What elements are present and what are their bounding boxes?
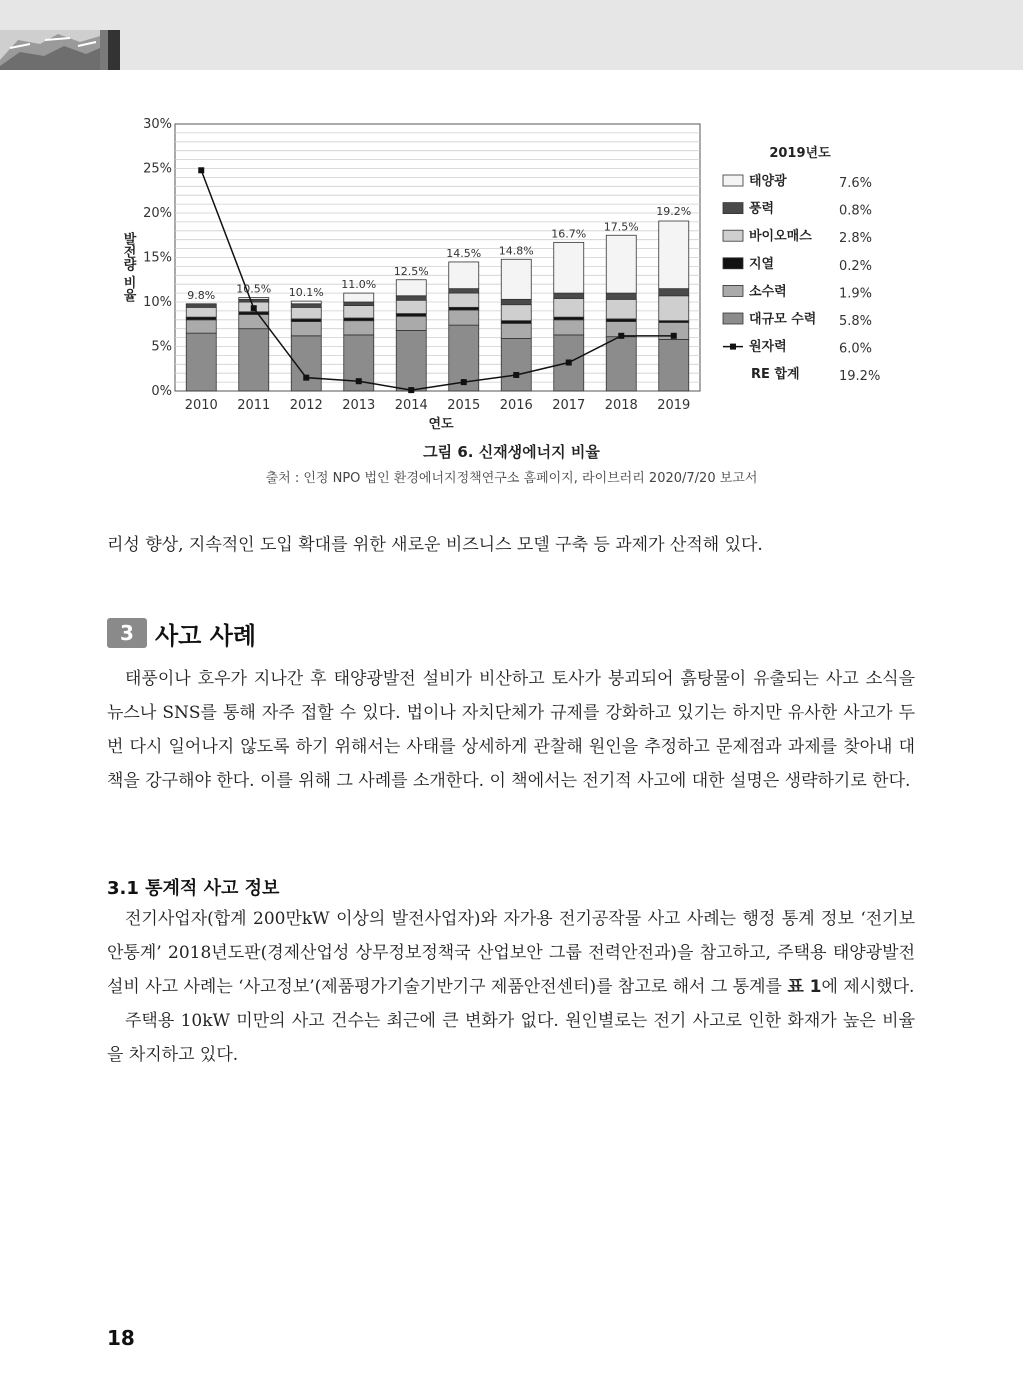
nuclear-point: [198, 167, 204, 173]
x-tick-label: 2018: [604, 398, 638, 413]
y-tick-label: 5%: [151, 339, 172, 355]
y-tick-label: 15%: [143, 250, 172, 266]
x-tick-label: 2010: [184, 398, 218, 413]
header-decoration: [0, 30, 120, 70]
bar-segment: [449, 293, 479, 307]
bar-total-label: 17.5%: [603, 220, 639, 234]
bar-segment: [449, 310, 479, 325]
renewable-ratio-chart: [110, 110, 910, 440]
x-tick-label: 2015: [447, 398, 481, 413]
bar-segment: [239, 312, 269, 315]
nuclear-point: [566, 360, 572, 366]
legend-value: 0.2%: [839, 258, 873, 274]
bar-segment: [396, 296, 426, 300]
y-axis-ticks: [143, 117, 172, 399]
table-reference: 표 1: [787, 977, 822, 997]
page-number: 18: [107, 1326, 135, 1350]
legend-label: 대규모 수력: [749, 312, 817, 327]
legend-swatch: [723, 285, 743, 296]
p1-text-after: 에 제시했다.: [821, 977, 915, 997]
bar-total-label: 14.5%: [446, 246, 482, 260]
bar-segment: [449, 289, 479, 293]
bar-segment: [554, 320, 584, 335]
y-tick-label: 25%: [143, 161, 172, 177]
legend-value: 0.8%: [839, 203, 873, 219]
bar-segment: [606, 293, 636, 299]
bar-segment: [606, 319, 636, 322]
legend-label: 태양광: [749, 174, 787, 189]
bar-segment: [291, 319, 321, 322]
section-paragraph: [107, 662, 915, 798]
continuation-text: 리성 향상, 지속적인 도입 확대를 위한 새로운 비즈니스 모델 구축 등 과제가 산적해 있다.: [107, 535, 763, 555]
nuclear-point: [303, 375, 309, 381]
legend-value: 6.0%: [839, 341, 873, 357]
bar-segment: [554, 298, 584, 317]
bar-segment: [186, 320, 216, 333]
bar-segment: [186, 304, 216, 305]
bar-segment: [396, 300, 426, 313]
bar-segment: [449, 307, 479, 310]
nuclear-point: [356, 378, 362, 384]
bar-segment: [501, 323, 531, 338]
subsection-paragraph-1: [107, 902, 915, 1004]
bar-segment: [501, 299, 531, 304]
legend-label: RE 합계: [751, 367, 800, 383]
section-heading: [107, 616, 256, 650]
bar-segment: [239, 298, 269, 300]
bar-segment: [344, 306, 374, 318]
legend-value: 7.6%: [839, 176, 873, 191]
bar-segment: [186, 333, 216, 391]
bar-total-label: 10.5%: [236, 282, 272, 296]
nuclear-point: [461, 379, 467, 385]
continuation-paragraph: [107, 528, 915, 562]
legend-label: 원자력: [749, 339, 787, 355]
legend-swatch: [723, 175, 743, 186]
p1-text-before: 전기사업자(합계 200만kW 이상의 발전사업자)와 자가용 전기공작물 사고 사례는 행정 통계 정보 ‘전기보안통계’ 2018년도판(경제산업성 상무정보정책국 산업보안 그룹 전력안전과)을 참고하고, 주택용 태양광발전 설비 사고 사례는 ‘사고정보’(제품평가기술기반기구 제품안전센터)를 참고로 해서 그 통계를: [107, 909, 915, 997]
bar-segment: [659, 289, 689, 296]
y-tick-label: 0%: [151, 384, 172, 399]
bar-segment: [449, 262, 479, 289]
legend-line-marker: [730, 344, 736, 350]
x-tick-label: 2011: [237, 398, 271, 413]
nuclear-point: [513, 372, 519, 378]
bar-segment: [344, 321, 374, 335]
bar-segment: [554, 242, 584, 293]
y-axis-label: 발전량 비율: [120, 232, 136, 302]
bar-segment: [501, 338, 531, 391]
section-title: 사고 사례: [155, 621, 257, 650]
subsection-title: 3.1 통계적 사고 정보: [107, 878, 280, 899]
bar-segment: [501, 305, 531, 321]
bar-segment: [554, 317, 584, 320]
bar-segment: [239, 299, 269, 302]
nuclear-point: [671, 333, 677, 339]
bar-total-label: 12.5%: [393, 264, 429, 278]
bar-segment: [501, 259, 531, 299]
legend-label: 지열: [749, 256, 775, 272]
nuclear-point: [408, 387, 414, 393]
bar-segment: [396, 314, 426, 317]
figure-source: 출처 : 인정 NPO 법인 환경에너지정책연구소 홈페이지, 라이브러리 2020/7/20 보고서: [265, 471, 758, 486]
bar-total-label: 9.8%: [187, 288, 216, 302]
section-number-badge: 3: [107, 618, 147, 648]
bar-segment: [344, 318, 374, 321]
legend-value: 19.2%: [839, 369, 881, 385]
nuclear-point: [251, 305, 257, 311]
bar-segment: [291, 307, 321, 319]
bar-total-label: 16.7%: [551, 227, 587, 241]
bar-segment: [291, 301, 321, 304]
header-band: [0, 0, 1023, 70]
bar-segment: [396, 330, 426, 391]
y-tick-label: 10%: [143, 295, 172, 310]
subsection-paragraphs: [107, 902, 915, 1072]
bar-total-label: 14.8%: [498, 244, 534, 258]
legend-swatch: [723, 313, 743, 324]
y-tick-label: 30%: [143, 117, 172, 132]
section-paragraph-text: 태풍이나 호우가 지나간 후 태양광발전 설비가 비산하고 토사가 붕괴되어 흙탕물이 유출되는 사고 소식을 뉴스나 SNS를 통해 자주 접할 수 있다. 법이나 자치단체가 규제를 강화하고 있기는 하지만 유사한 사고가 두 번 다시 일어나지 않도록 하기 위해서는 사태를 상세하게 관찰해 원인을 추정하고 문제점과 과제를 찾아내 대책을 강구해야 한다. 이를 위해 그 사례를 소개한다. 이 책에서는 전기적 사고에 대한 설명은 생략하기로 한다.: [107, 669, 915, 791]
bar-segment: [291, 322, 321, 336]
legend-title: 2019년도: [769, 146, 831, 161]
nuclear-point: [618, 333, 624, 339]
bar-segment: [606, 299, 636, 319]
bar-segment: [396, 280, 426, 296]
bar-total-label: 19.2%: [656, 205, 692, 219]
bar-segment: [554, 293, 584, 298]
subsection-paragraph-2: 주택용 10kW 미만의 사고 건수는 최근에 큰 변화가 없다. 원인별로는 전기 사고로 인한 화재가 높은 비율을 차지하고 있다.: [107, 1011, 915, 1065]
x-tick-label: 2014: [394, 398, 428, 413]
legend-label: 바이오매스: [749, 229, 812, 245]
bar-segment: [659, 339, 689, 391]
bar-total-label: 10.1%: [288, 286, 324, 300]
legend-value: 5.8%: [839, 314, 873, 329]
x-axis-ticks: [185, 398, 691, 413]
legend-value: 1.9%: [839, 286, 873, 302]
figure-caption: 그림 6. 신재생에너지 비율: [423, 443, 600, 461]
bar-segment: [344, 302, 374, 306]
legend-swatch: [723, 258, 743, 269]
y-tick-label: 20%: [143, 206, 172, 221]
bar-segment: [501, 321, 531, 324]
bar-total-label: 11.0%: [341, 278, 377, 292]
bar-segment: [659, 296, 689, 321]
bar-segment: [291, 304, 321, 308]
chart-legend: [723, 145, 880, 384]
x-tick-label: 2016: [499, 398, 533, 413]
bar-segment: [606, 337, 636, 391]
x-tick-label: 2019: [657, 398, 691, 413]
x-axis-label: 연도: [428, 417, 454, 432]
bar-segment: [186, 307, 216, 317]
x-tick-label: 2012: [289, 398, 323, 413]
bar-segment: [396, 316, 426, 330]
legend-swatch: [723, 203, 743, 214]
bar-segment: [659, 221, 689, 289]
legend-swatch: [723, 230, 743, 241]
bar-segment: [606, 235, 636, 293]
legend-value: 2.8%: [839, 231, 873, 247]
bar-segment: [186, 305, 216, 308]
legend-label: 소수력: [749, 284, 787, 300]
bar-segment: [239, 329, 269, 391]
legend-label: 풍력: [749, 201, 775, 217]
bar-segment: [344, 293, 374, 302]
x-tick-label: 2017: [552, 398, 586, 413]
x-tick-label: 2013: [342, 398, 376, 413]
bar-segment: [186, 317, 216, 320]
